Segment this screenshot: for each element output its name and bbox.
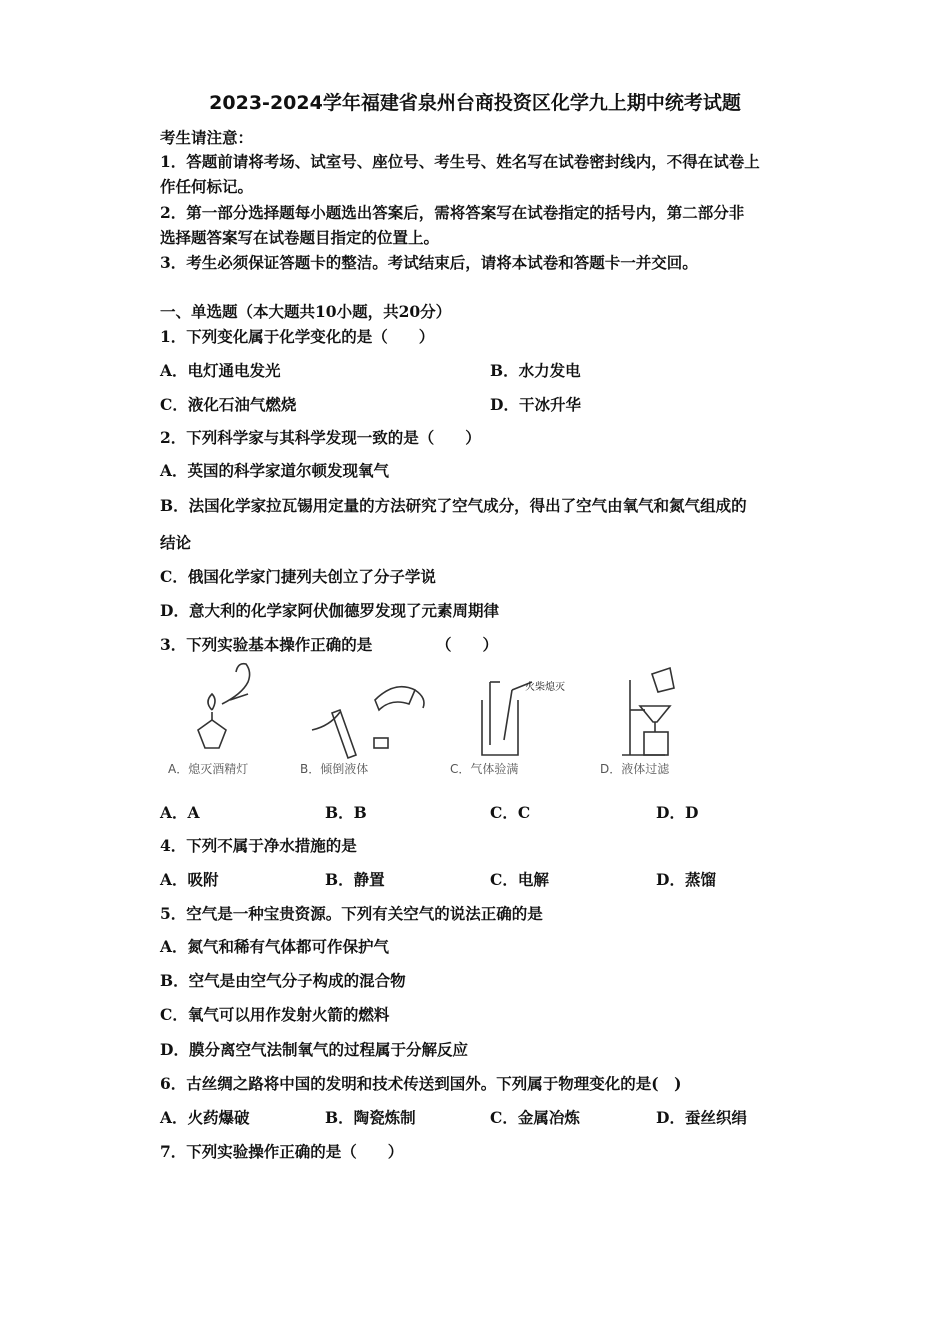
option: C．液化石油气燃烧	[160, 395, 297, 414]
option: B．法国化学家拉瓦锡用定量的方法研究了空气成分，得出了空气由氧气和氮气组成的	[160, 496, 747, 515]
option: A．英国的科学家道尔顿发现氧气	[160, 461, 390, 480]
question-stem: 6．古丝绸之路将中国的发明和技术传送到国外。下列属于物理变化的是( )	[160, 1074, 682, 1093]
fig-caption-d: D．液体过滤	[600, 762, 670, 776]
option: B．水力发电	[490, 361, 581, 380]
notice-line: 作任何标记。	[160, 177, 254, 196]
flame-note: 火柴熄灭	[525, 682, 565, 693]
option-continuation: 结论	[160, 533, 192, 552]
notice-heading: 考生请注意：	[160, 128, 254, 147]
notice-line: 2．第一部分选择题每小题选出答案后，需将答案写在试卷指定的括号内，第二部分非	[160, 203, 745, 222]
section-heading: 一、单选题（本大题共10小题，共20分）	[160, 302, 452, 321]
option: D．蒸馏	[656, 870, 716, 889]
option: C．电解	[490, 870, 549, 889]
option: C．金属冶炼	[490, 1108, 580, 1127]
option: B．空气是由空气分子构成的混合物	[160, 971, 406, 990]
option: A．吸附	[160, 870, 219, 889]
option: A．氮气和稀有气体都可作保护气	[160, 937, 390, 956]
page-title: 2023-2024学年福建省泉州台商投资区化学九上期中统考试题	[209, 92, 741, 114]
fig-caption-c: C．气体验满	[450, 762, 519, 776]
option: A．火药爆破	[160, 1108, 250, 1127]
option: C．C	[490, 803, 531, 822]
option: B．B	[325, 803, 367, 822]
notice-line: 3．考生必须保证答题卡的整洁。考试结束后，请将本试卷和答题卡一并交回。	[160, 253, 698, 272]
option: A．电灯通电发光	[160, 361, 281, 380]
option: D．干冰升华	[490, 395, 581, 414]
question-stem: 5．空气是一种宝贵资源。下列有关空气的说法正确的是	[160, 904, 543, 923]
option: D．膜分离空气法制氧气的过程属于分解反应	[160, 1040, 468, 1059]
option: B．陶瓷炼制	[325, 1108, 416, 1127]
question-stem: 2．下列科学家与其科学发现一致的是（ ）	[160, 428, 481, 447]
pour-liquid-illustration	[312, 687, 424, 758]
fig-caption-b: B．倾倒液体	[300, 762, 369, 776]
option: D．D	[656, 803, 699, 822]
question-stem: 1．下列变化属于化学变化的是（ ）	[160, 327, 435, 346]
fig-caption-a: A．熄灭酒精灯	[168, 762, 249, 776]
option: D．蚕丝织绢	[656, 1108, 747, 1127]
option: B．静置	[325, 870, 385, 889]
question-stem: 3．下列实验基本操作正确的是	[160, 635, 373, 654]
extinguish-lamp-illustration	[198, 664, 250, 748]
answer-paren: （ ）	[436, 635, 499, 654]
question-stem: 7．下列实验操作正确的是（ ）	[160, 1142, 404, 1161]
option: C．氧气可以用作发射火箭的燃料	[160, 1005, 390, 1024]
notice-line: 1．答题前请将考场、试室号、座位号、考生号、姓名写在试卷密封线内，不得在试卷上	[160, 152, 760, 171]
option: A．A	[160, 803, 200, 822]
lab-operation-figure	[160, 660, 720, 780]
notice-line: 选择题答案写在试卷题目指定的位置上。	[160, 228, 440, 247]
question-stem: 4．下列不属于净水措施的是	[160, 836, 357, 855]
option: D．意大利的化学家阿伏伽德罗发现了元素周期律	[160, 601, 499, 620]
option: C．俄国化学家门捷列夫创立了分子学说	[160, 567, 436, 586]
filtration-illustration	[622, 668, 674, 755]
